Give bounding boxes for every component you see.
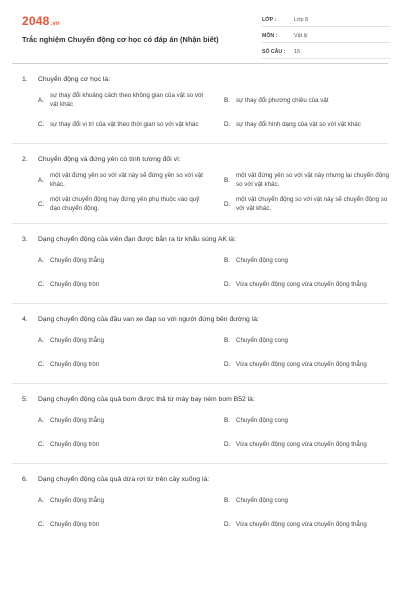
question-list — [12, 64, 388, 543]
option-letter: B. — [224, 337, 231, 345]
question-item — [12, 476, 388, 543]
answer-option[interactable] — [224, 489, 396, 513]
question-text: Chuyển động và đứng yên có tính tương đối vì: — [38, 156, 181, 163]
meta-value: Lớp 8 — [294, 17, 309, 23]
quiz-meta — [262, 14, 390, 62]
option-text: Chuyển động thẳng — [50, 416, 105, 424]
option-letter: A. — [38, 417, 45, 425]
option-text: Chuyển động cong — [236, 256, 288, 264]
question-stem — [12, 316, 388, 323]
answer-option[interactable] — [38, 329, 210, 353]
question-text: Dạng chuyển động của viên đạn được bắn ra từ khẩu súng AK là: — [38, 236, 236, 243]
option-text: sự thay đổi khoảng cách theo không gian của vật so với vật khác — [50, 92, 204, 108]
answer-options — [12, 409, 388, 457]
answer-option[interactable] — [224, 513, 396, 537]
answer-option[interactable] — [224, 89, 396, 113]
answer-option[interactable] — [38, 353, 210, 377]
option-text: một vật đứng yên so với vật này sẽ đứng yên so với vật khác. — [50, 172, 203, 188]
site-logo[interactable] — [22, 14, 60, 28]
question-number: 4. — [22, 316, 28, 323]
answer-option[interactable] — [38, 513, 210, 537]
answer-option[interactable] — [38, 193, 210, 217]
logo-main: 2048 — [22, 14, 50, 28]
meta-value: Vật lý — [294, 33, 308, 39]
option-letter: D. — [224, 521, 231, 529]
option-letter: A. — [38, 97, 45, 105]
question-item — [12, 396, 388, 464]
meta-key: SỐ CÂU : — [262, 49, 286, 55]
option-letter: C. — [38, 361, 45, 369]
answer-option[interactable] — [38, 113, 210, 137]
option-text: một vật chuyển động hay đứng yên phụ thuộc vào quỹ đạo chuyển động. — [50, 196, 200, 212]
answer-option[interactable] — [224, 273, 396, 297]
option-letter: C. — [38, 441, 45, 449]
option-text: Vừa chuyển động cong vừa chuyển động thẳng — [236, 280, 367, 288]
option-letter: A. — [38, 337, 45, 345]
option-letter: B. — [224, 417, 231, 425]
option-text: Vừa chuyển động cong vừa chuyển động thẳng — [236, 440, 367, 448]
answer-option[interactable] — [224, 353, 396, 377]
answer-option[interactable] — [38, 169, 210, 193]
answer-options — [12, 89, 388, 137]
question-item — [12, 316, 388, 384]
meta-key: LỚP : — [262, 17, 277, 23]
page-title: Trắc nghiệm Chuyển động cơ học có đáp án (Nhận biết) — [22, 35, 219, 44]
option-text: Chuyển động tròn — [50, 280, 100, 288]
option-letter: D. — [224, 441, 231, 449]
option-letter: C. — [38, 201, 45, 209]
option-text: Chuyển động cong — [236, 336, 288, 344]
option-letter: A. — [38, 257, 45, 265]
option-text: sự thay đổi hình dạng của vật so với vật khác — [236, 120, 361, 128]
option-letter: D. — [224, 201, 231, 209]
question-stem — [12, 76, 388, 83]
logo-tld: .vn — [50, 21, 60, 27]
question-number: 1. — [22, 76, 28, 83]
meta-key: MÔN : — [262, 33, 278, 39]
answer-options — [12, 329, 388, 377]
option-text: sự thay đổi vị trí của vật theo thời gian so với vật khác — [50, 120, 199, 128]
option-text: Chuyển động thẳng — [50, 256, 105, 264]
option-letter: B. — [224, 497, 231, 505]
option-text: Chuyển động tròn — [50, 360, 100, 368]
answer-options — [12, 169, 388, 217]
option-text: một vật đứng yên so với vật này nhưng lại chuyển động so với vật khác. — [236, 172, 390, 188]
option-letter: D. — [224, 121, 231, 129]
meta-row-class — [262, 14, 390, 27]
question-item — [12, 156, 388, 224]
answer-option[interactable] — [224, 249, 396, 273]
answer-option[interactable] — [38, 433, 210, 457]
answer-option[interactable] — [38, 273, 210, 297]
option-letter: D. — [224, 361, 231, 369]
page-header — [12, 0, 388, 64]
answer-option[interactable] — [224, 113, 396, 137]
meta-value: 15 — [294, 49, 300, 55]
question-number: 5. — [22, 396, 28, 403]
question-number: 6. — [22, 476, 28, 483]
option-letter: C. — [38, 521, 45, 529]
answer-option[interactable] — [38, 89, 210, 113]
option-letter: D. — [224, 281, 231, 289]
question-item — [12, 76, 388, 144]
option-letter: B. — [224, 257, 231, 265]
question-stem — [12, 236, 388, 243]
answer-option[interactable] — [38, 489, 210, 513]
option-letter: B. — [224, 177, 231, 185]
question-stem — [12, 476, 388, 483]
answer-option[interactable] — [38, 409, 210, 433]
answer-option[interactable] — [224, 193, 396, 217]
option-letter: A. — [38, 497, 45, 505]
answer-option[interactable] — [224, 433, 396, 457]
question-text: Dạng chuyển động của quả dừa rơi từ trên cây xuống là: — [38, 476, 210, 483]
option-text: Chuyển động thẳng — [50, 336, 105, 344]
option-text: Chuyển động tròn — [50, 440, 100, 448]
option-letter: C. — [38, 281, 45, 289]
option-text: Vừa chuyển động cong vừa chuyển động thẳng — [236, 360, 367, 368]
question-number: 3. — [22, 236, 28, 243]
question-stem — [12, 156, 388, 163]
option-text: Chuyển động cong — [236, 496, 288, 504]
option-letter: A. — [38, 177, 45, 185]
answer-options — [12, 489, 388, 537]
answer-option[interactable] — [224, 409, 396, 433]
answer-option[interactable] — [224, 329, 396, 353]
question-text: Chuyển động cơ học là: — [38, 76, 111, 83]
question-stem — [12, 396, 388, 403]
option-text: sự thay đổi phương chiều của vật — [236, 96, 329, 104]
answer-options — [12, 249, 388, 297]
option-text: Chuyển động tròn — [50, 520, 100, 528]
option-letter: C. — [38, 121, 45, 129]
option-letter: B. — [224, 97, 231, 105]
option-text: Chuyển động cong — [236, 416, 288, 424]
option-text: Vừa chuyển động cong vừa chuyển động thẳng — [236, 520, 367, 528]
meta-row-subject — [262, 30, 390, 43]
meta-row-count — [262, 46, 390, 59]
question-number: 2. — [22, 156, 28, 163]
answer-option[interactable] — [38, 249, 210, 273]
question-item — [12, 236, 388, 304]
question-text: Dạng chuyển động của đầu van xe đạp so với người đứng bên đường là: — [38, 316, 259, 323]
answer-option[interactable] — [224, 169, 396, 193]
option-text: Chuyển động thẳng — [50, 496, 105, 504]
question-text: Dạng chuyển động của quả bom được thả từ máy bay ném bom B52 là: — [38, 396, 255, 403]
option-text: một vật chuyển động so với vật này sẽ chuyển động so với vật khác. — [236, 196, 388, 212]
